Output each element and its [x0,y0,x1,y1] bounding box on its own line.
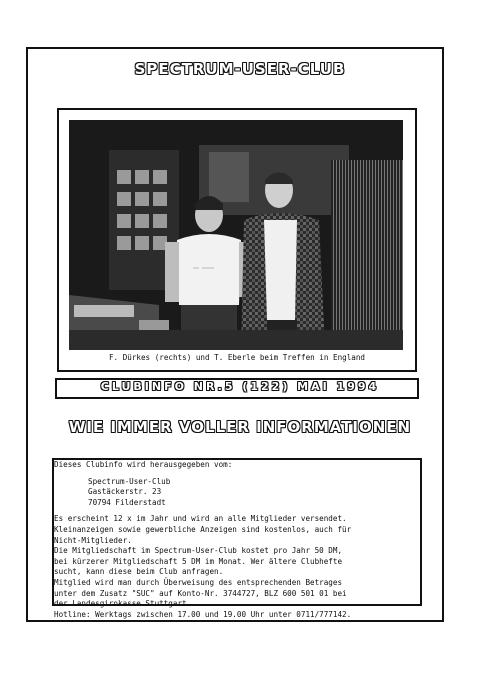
imprint-line: sucht, kann diese beim Club anfragen. [54,567,224,577]
imprint-line: bei kürzerer Mitgliedschaft 5 DM im Monat. Wer ältere Clubhefte [54,556,343,566]
svg-text:~~ ~~~~: ~~ ~~~~ [193,266,215,272]
hotline-line: Hotline: Werktags zwischen 17.00 und 19.00 Uhr unter 0711/777142. [54,609,352,619]
imprint-line: Nicht-Mitglieder. [54,535,132,545]
headline: WIE IMMER VOLLER INFORMATIONEN [68,418,412,436]
imprint-box [52,458,422,619]
club-meeting-photo [69,120,403,350]
imprint-intro: Dieses Clubinfo wird herausgegeben vom: [54,460,233,469]
imprint-line: Kleinanzeigen sowie gewerbliche Anzeigen sind kostenlos, auch für [54,524,352,534]
imprint-line: Mitglied wird man durch Überweisung des entsprechenden Betrages [54,577,343,587]
address-line: Gastäckerstr. 23 [88,487,162,497]
photo-caption: F. Dürkes (rechts) und T. Eberle beim Treffen in England [108,353,366,362]
address-line: 70794 Filderstadt [88,497,166,507]
address-line: Spectrum-User-Club [88,476,171,486]
imprint-line: Die Mitgliedschaft im Spectrum-User-Club kostet pro Jahr 50 DM, [54,546,343,556]
imprint-line: der Landesgirokasse Stuttgart. [54,599,192,609]
issue-title: CLUBINFO NR.5 (122) MAI 1994 [100,380,380,393]
club-title: SPECTRUM-USER-CLUB [134,60,346,78]
photo-frame [57,108,417,372]
imprint-line: unter dem Zusatz "SUC" auf Konto-Nr. 3744727, BLZ 600 501 01 bei [54,588,347,598]
imprint-line: Es erscheint 12 x im Jahr und wird an alle Mitglieder versendet. [54,514,347,524]
